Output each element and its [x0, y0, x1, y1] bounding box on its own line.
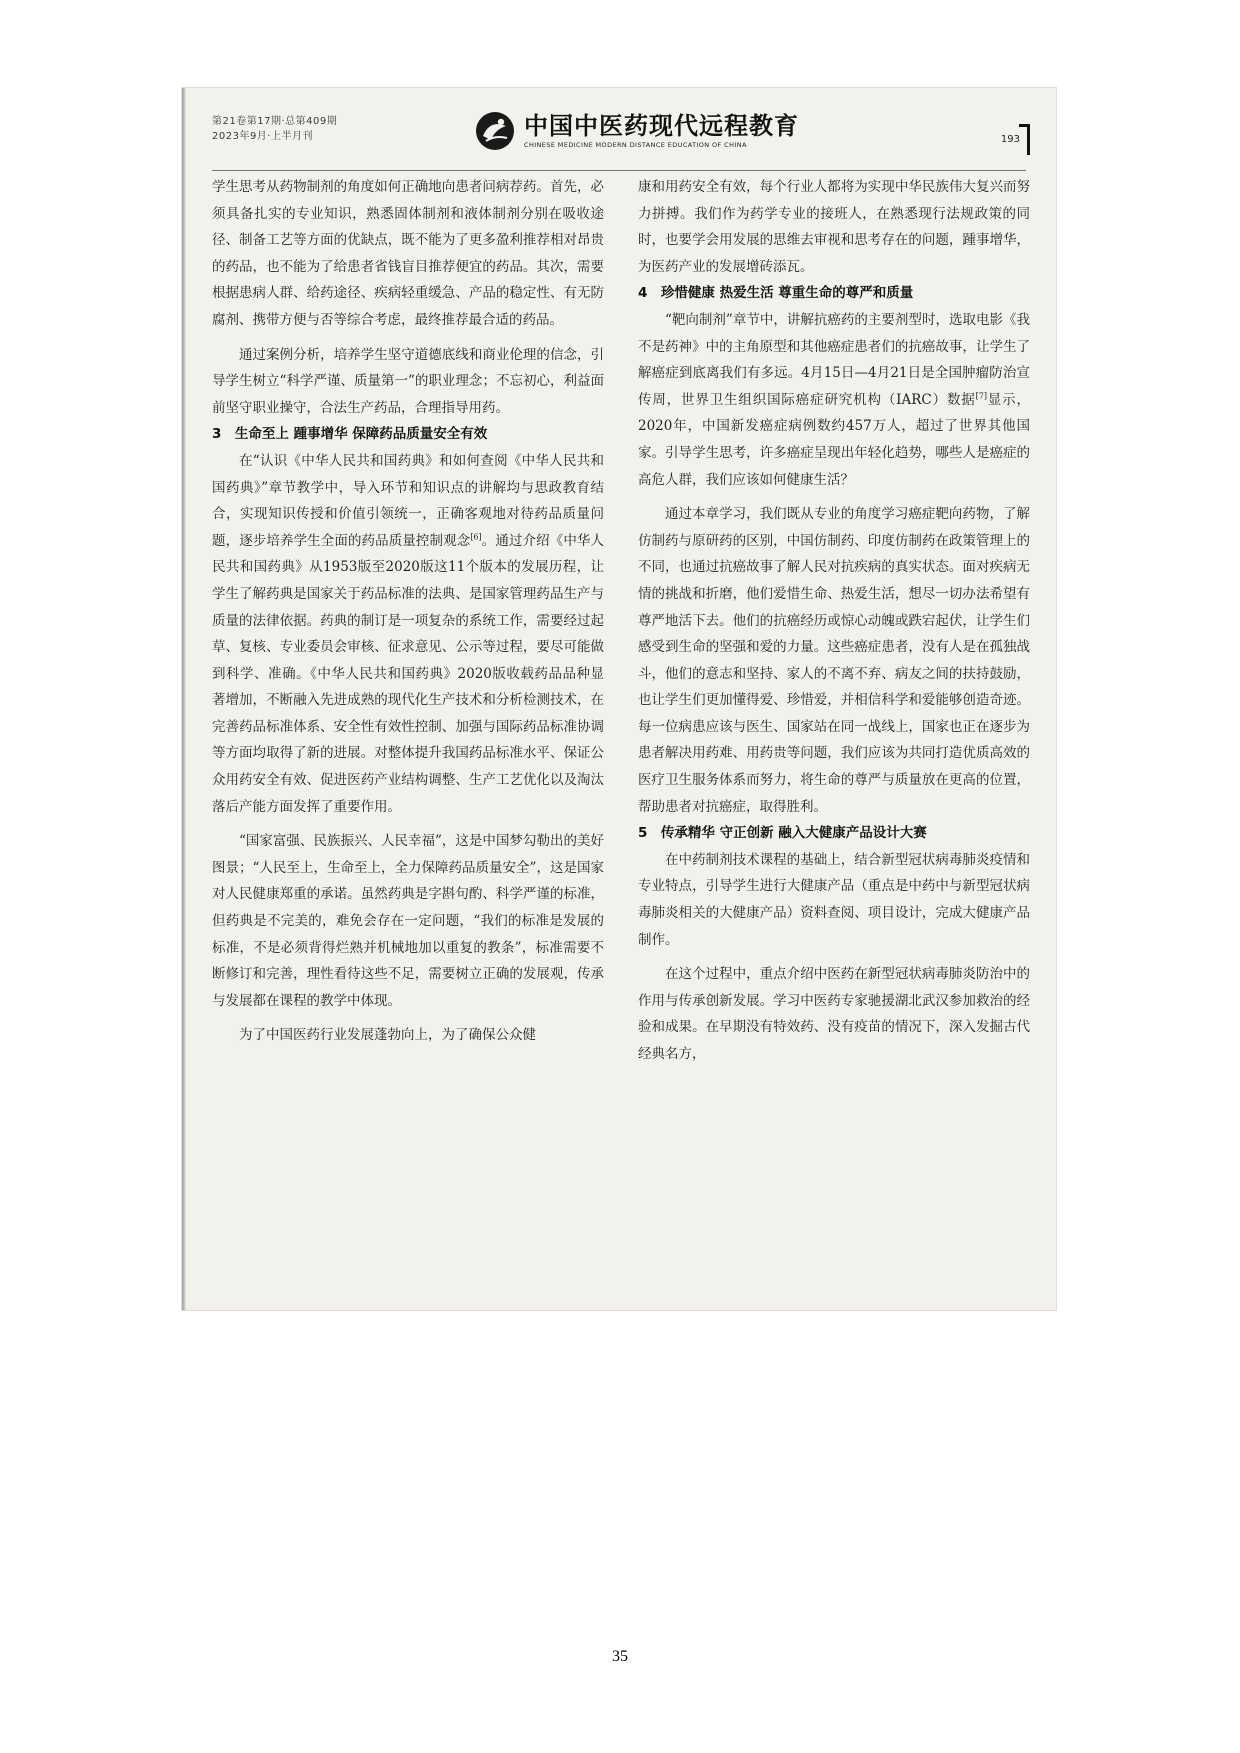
- journal-logo-icon: [474, 110, 516, 152]
- article-body: [212, 174, 1030, 1068]
- paragraph: 通过本章学习，我们既从专业的角度学习癌症靶向药物，了解仿制药与原研药的区别，中国仿制药、印度仿制药在政策管理上的不同，也通过抗癌故事了解人民对抗疾病的真实状态。面对疾病无情的挑战和折磨，他们爱惜生命、热爱生活，想尽一切办法希望有尊严地活下去。他们的抗癌经历或惊心动魄或跌宕起伏，让学生们感受到生命的坚强和爱的力量。这些癌症患者，没有人是在孤独战斗，他们的意志和坚持、家人的不离不弃、病友之间的扶持鼓励，也让学生们更加懂得爱、珍惜爱，并相信科学和爱能够创造奇迹。每一位病患应该与医生、国家站在同一战线上，国家也正在逐步为患者解决用药难、用药贵等问题，我们应该为共同打造优质高效的医疗卫生服务体系而努力，将生命的尊严与质量放在更高的位置，帮助患者对抗癌症，取得胜利。: [638, 506, 1030, 815]
- journal-title-cn: 中国中医药现代远程教育: [524, 112, 799, 140]
- journal-header: [212, 110, 1026, 162]
- paragraph-text: 在“认识《中华人民共和国药典》和如何查阅《中华人民共和国药典》”章节教学中，导入环节和知识点的讲解均与思政教育结合，实现知识传授和价值引领统一，正确客观地对待药品质量问题，逐步培养学生全面的药品质量控制观念: [212, 452, 604, 549]
- issue-volume: 第21卷第17期·总第409期: [212, 116, 338, 127]
- journal-masthead: [474, 110, 799, 152]
- paragraph: 通过案例分析，培养学生坚守道德底线和商业伦理的信念，引导学生树立“科学严谨、质量第一”的职业理念；不忘初心，利益面前坚守职业操守，合法生产药品，合理指导用药。: [212, 346, 604, 416]
- paragraph-text: 显示，2020年，中国新发癌症病例数约457万人，超过了世界其他国家。引导学生思考，许多癌症呈现出年轻化趋势，哪些人是癌症的高危人群，我们应该如何健康生活？: [638, 391, 1030, 488]
- paragraph: [638, 307, 1030, 493]
- document-page-number: 35: [612, 1648, 628, 1665]
- paragraph: “国家富强、民族振兴、人民幸福”，这是中国梦勾勒出的美好图景；“人民至上，生命至上，全力保障药品质量安全”，这是国家对人民健康郑重的承诺。虽然药典是字斟句酌、科学严谨的标准，但药典是不完美的，难免会存在一定问题，“我们的标准是发展的标准，不是必须背得烂熟并机械地加以重复的教条”，标准需要不断修订和完善，理性看待这些不足，需要树立正确的发展观，传承与发展都在课程的教学中体现。: [212, 833, 604, 1009]
- section-heading-5: 5 传承精华 守正创新 融入大健康产品设计大赛: [638, 825, 927, 842]
- left-column: [212, 174, 604, 1068]
- right-column: [638, 174, 1030, 1068]
- paragraph: 学生思考从药物制剂的角度如何正确地向患者问病荐药。首先，必须具备扎实的专业知识，熟悉固体制剂和液体制剂分别在吸收途径、制备工艺等方面的优缺点，既不能为了更多盈利推荐相对昂贵的药品，也不能为了给患者省钱盲目推荐便宜的药品。其次，需要根据患病人群、给药途径、疾病轻重缓急、产品的稳定性、有无防腐剂、携带方便与否等综合考虑，最终推荐最合适的药品。: [212, 179, 604, 328]
- paragraph: 为了中国医药行业发展蓬勃向上，为了确保公众健: [239, 1027, 536, 1044]
- paragraph: 在这个过程中，重点介绍中医药在新型冠状病毒肺炎防治中的作用与传承创新发展。学习中医药专家驰援湖北武汉参加救治的经验和成果。在早期没有特效药、没有疫苗的情况下，深入发掘古代经典名方，: [638, 966, 1030, 1062]
- paragraph: 在中药制剂技术课程的基础上，结合新型冠状病毒肺炎疫情和专业特点，引导学生进行大健康产品（重点是中药中与新型冠状病毒肺炎相关的大健康产品）资料查阅、项目设计，完成大健康产品制作。: [638, 851, 1030, 948]
- scanned-journal-page: [182, 88, 1056, 1310]
- section-heading-4: 4 珍惜健康 热爱生活 尊重生命的尊严和质量: [638, 285, 914, 302]
- citation-ref: [6]: [470, 532, 482, 542]
- paragraph-text: 。通过介绍《中华人民共和国药典》从1953版至2020版这11个版本的发展历程，让学生了解药典是国家关于药品标准的法典、是国家管理药品生产与质量的法律依据。药典的制订是一项复杂的系统工作，需要经过起草、复核、专业委员会审核、征求意见、公示等过程，要尽可能做到科学、准确。《中华人民共和国药典》2020版收载药品品种显著增加，不断融入先进成熟的现代化生产技术和分析检测技术，在完善药品标准体系、安全性有效性控制、加强与国际药品标准协调等方面均取得了新的进展。对整体提升我国药品标准水平、保证公众用药安全有效、促进医药产业结构调整、生产工艺优化以及淘汰落后产能方面发挥了重要作用。: [212, 532, 605, 815]
- section-heading-3: 3 生命至上 踵事增华 保障药品质量安全有效: [212, 426, 488, 443]
- paragraph-text: “靶向制剂”章节中，讲解抗癌药的主要剂型时，选取电影《我不是药神》中的主角原型和其他癌症患者们的抗癌故事，让学生了解癌症到底离我们有多远。4月15日—4月21日是全国肿瘤防治宣传周，世界卫生组织国际癌症研究机构（IARC）数据: [638, 311, 1030, 408]
- journal-title-en: CHINESE MEDICINE MODERN DISTANCE EDUCATION OF CHINA: [524, 141, 747, 149]
- paragraph: [212, 448, 604, 820]
- journal-page-number: 193: [1000, 134, 1020, 145]
- corner-bracket-mark: [1019, 124, 1030, 155]
- paragraph: 康和用药安全有效，每个行业人都将为实现中华民族伟大复兴而努力拼搏。我们作为药学专业的接班人，在熟悉现行法规政策的同时，也要学会用发展的思维去审视和思考存在的问题，踵事增华，为医药产业的发展增砖添瓦。: [638, 179, 1030, 275]
- issue-date: 2023年9月·上半月刊: [212, 131, 313, 142]
- citation-ref: [7]: [975, 391, 987, 401]
- issue-info: [212, 114, 337, 144]
- header-divider: [212, 170, 1026, 171]
